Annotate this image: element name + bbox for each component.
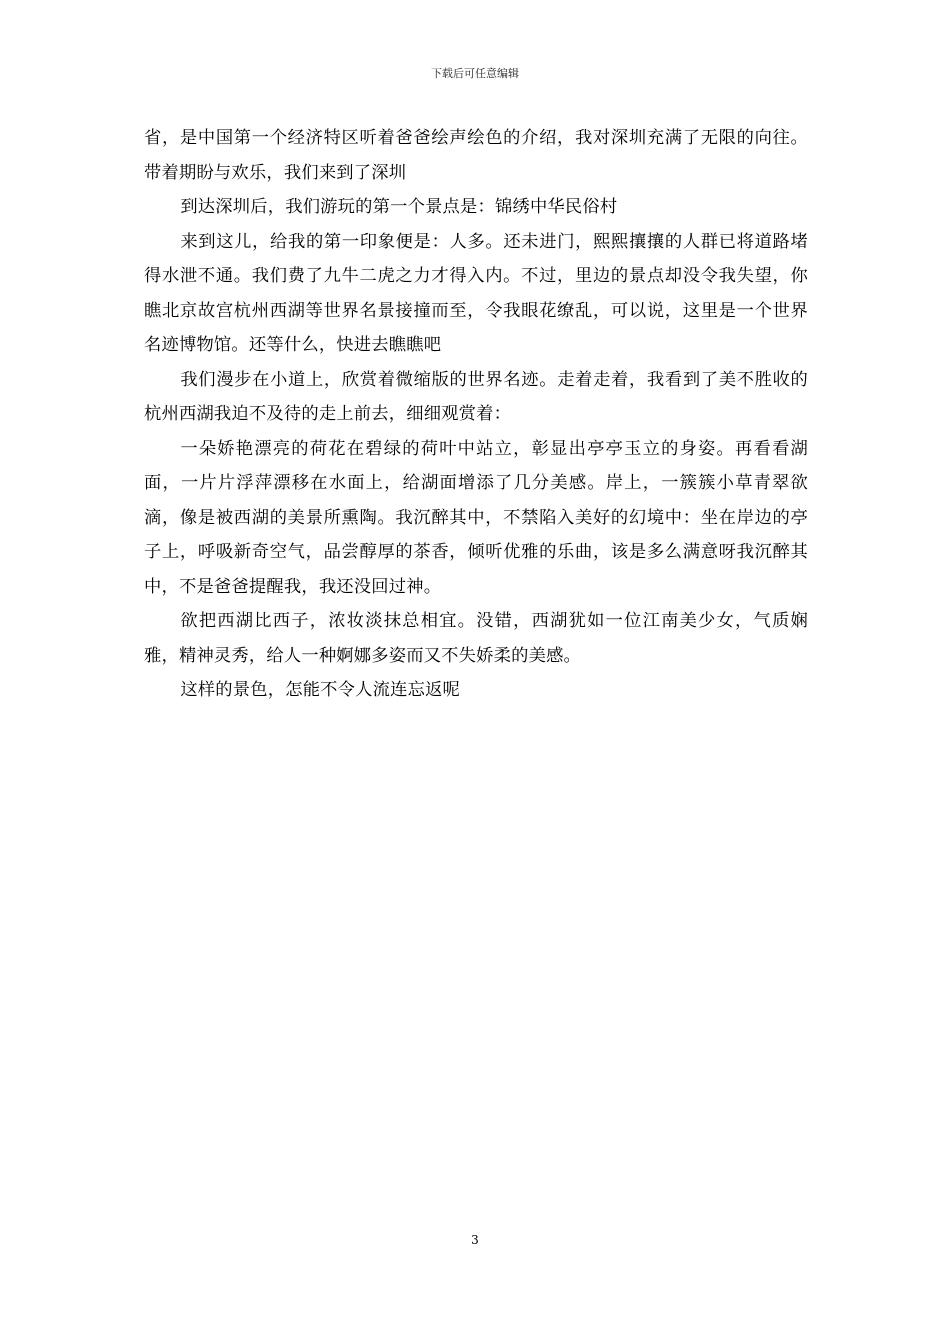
paragraph: 到达深圳后，我们游玩的第一个景点是：锦绣中华民俗村 [180,197,618,217]
page-number: 3 [471,1233,479,1247]
paragraph: 欲把西湖比西子，浓妆淡抹总相宜。没错，西湖犹如一位江南美少女，气质娴雅，精神灵秀，给人一种婀娜多姿而又不失娇柔的美感。 [144,611,808,666]
paragraph-continuation: 省，是中国第一个经济特区听着爸爸绘声绘色的介绍，我对深圳充满了无限的向往。带着期盼与欢乐，我们来到了深圳 [144,128,808,183]
document-body [144,121,808,708]
paragraph: 一朵娇艳漂亮的荷花在碧绿的荷叶中站立，彰显出亭亭玉立的身姿。再看看湖面，一片片浮萍漂移在水面上，给湖面增添了几分美感。岸上，一簇簇小草青翠欲滴，像是被西湖的美景所熏陶。我沉醉其中，不禁陷入美好的幻境中：坐在岸边的亭子上，呼吸新奇空气，品尝醇厚的茶香，倾听优雅的乐曲，该是多么满意呀我沉醉其中，不是爸爸提醒我，我还没回过神。 [144,438,808,597]
paragraph: 来到这儿，给我的第一印象便是：人多。还未进门，熙熙攘攘的人群已将道路堵得水泄不通。我们费了九牛二虎之力才得入内。不过，里边的景点却没令我失望，你瞧北京故宫杭州西湖等世界名景接撞而至，令我眼花缭乱，可以说，这里是一个世界名迹博物馆。还等什么，快进去瞧瞧吧 [144,231,808,355]
page-header: 下载后可任意编辑 [431,67,519,80]
paragraph: 这样的景色，怎能不令人流连忘返呢 [180,680,461,700]
paragraph: 我们漫步在小道上，欣赏着微缩版的世界名迹。走着走着，我看到了美不胜收的杭州西湖我迫不及待的走上前去，细细观赏着： [144,369,808,424]
